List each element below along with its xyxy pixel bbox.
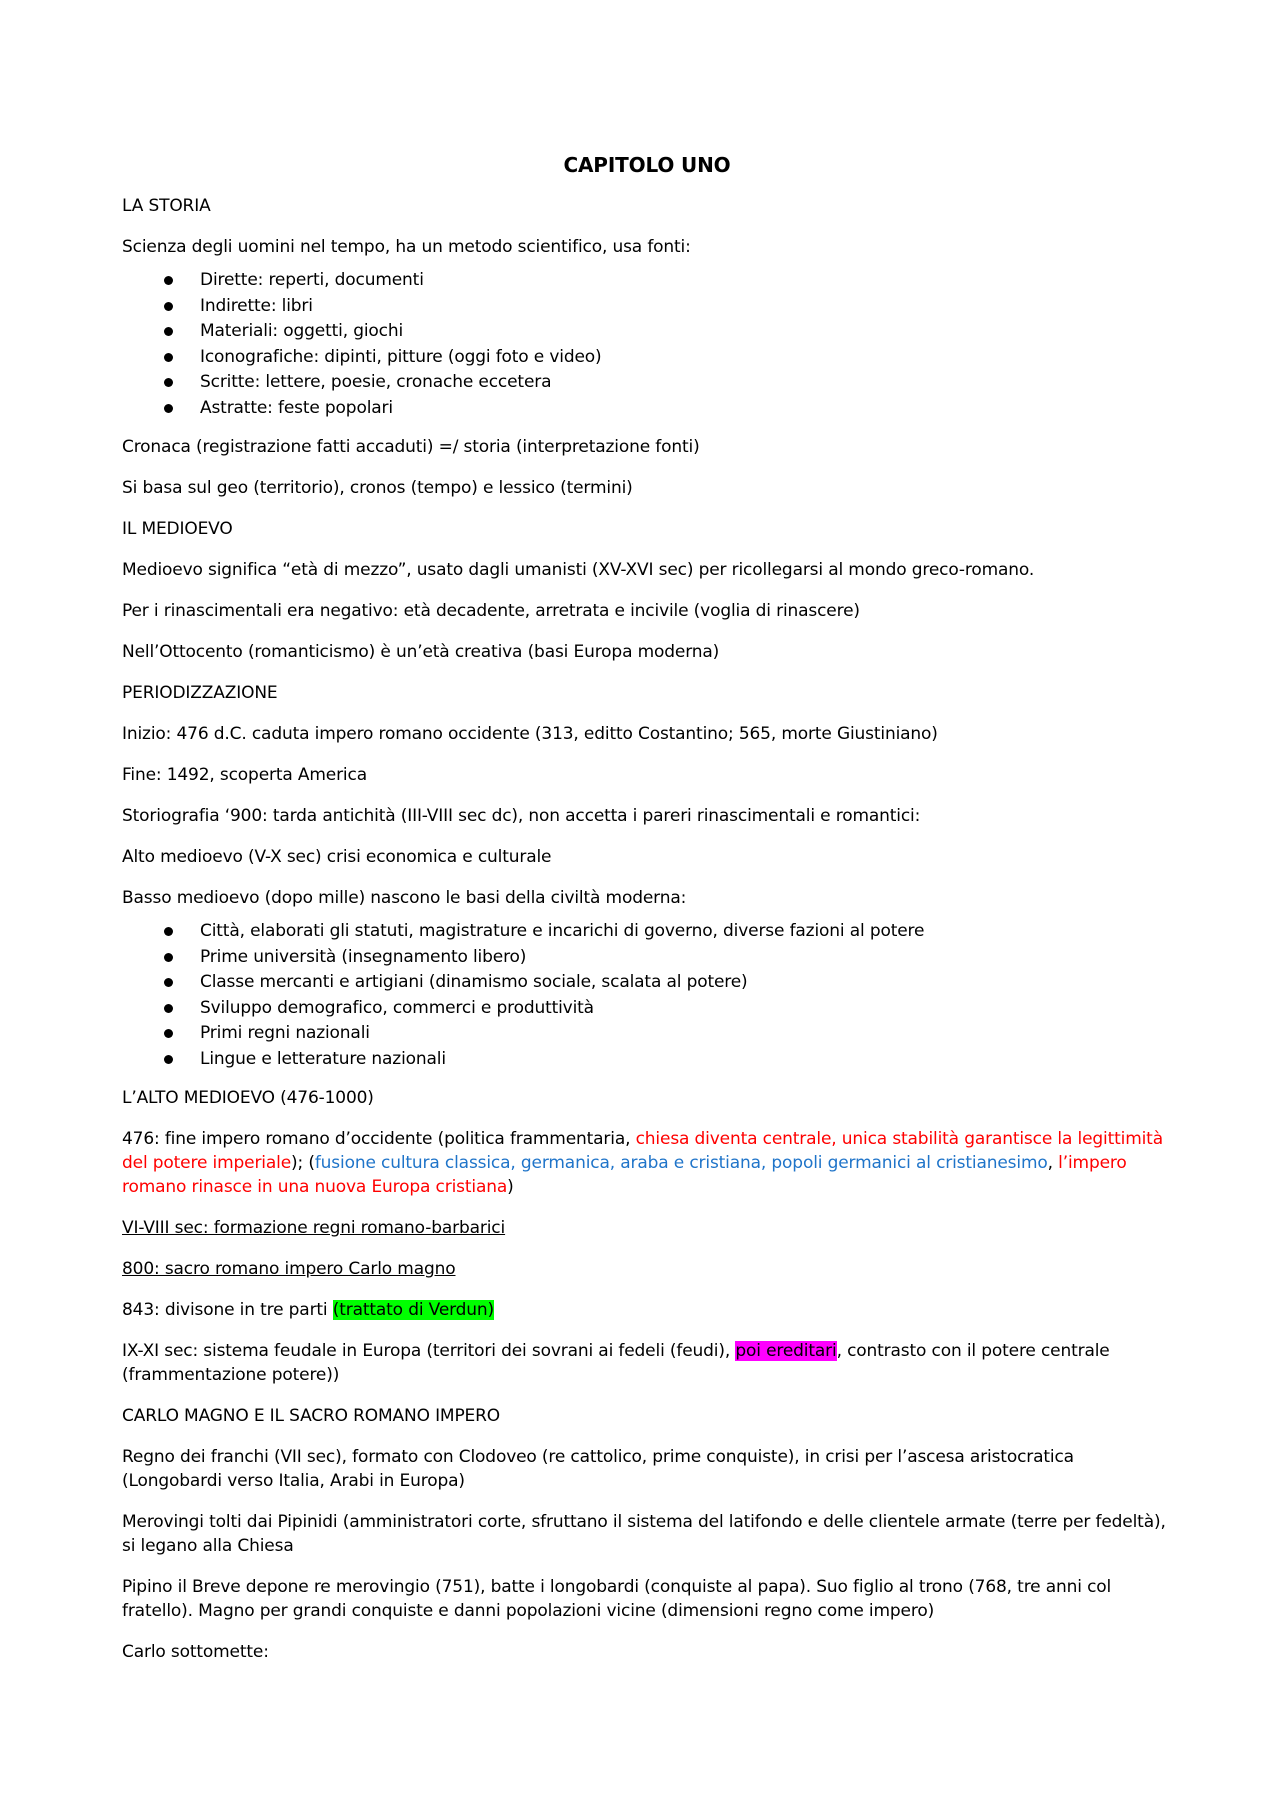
red-annotation: chiesa diventa centrale, unica stabilità garantisce la legittimità del potere imperiale xyxy=(122,1129,1163,1173)
regni-paragraph xyxy=(122,1216,1172,1240)
list-item: Classe mercanti e artigiani (dinamismo sociale, scalata al potere) xyxy=(122,970,1172,996)
list-item: Scritte: lettere, poesie, cronache eccetera xyxy=(122,370,1172,396)
medioevo-paragraph-3: Nell’Ottocento (romanticismo) è un’età creativa (basi Europa moderna) xyxy=(122,642,720,662)
list-item: Città, elaborati gli statuti, magistrature e incarichi di governo, diverse fazioni al potere xyxy=(122,919,1172,945)
list-item: Sviluppo demografico, commerci e produttività xyxy=(122,996,1172,1022)
section-heading-storia: LA STORIA xyxy=(122,196,211,216)
carlo-paragraph-1: Regno dei franchi (VII sec), formato con Clodoveo (re cattolico, prime conquiste), in crisi per l’ascesa aristocratica (Longobardi verso Italia, Arabi in Europa) xyxy=(122,1447,1074,1491)
basi-civilta-list xyxy=(122,919,1172,1072)
p843-text: 843: divisone in tre parti xyxy=(122,1300,333,1320)
feudale-text: , contrasto con il potere centrale (frammentazione potere)) xyxy=(122,1341,1110,1385)
cronaca-paragraph: Cronaca (registrazione fatti accaduti) =/ storia (interpretazione fonti) xyxy=(122,437,700,457)
basi-paragraph: Si basa sul geo (territorio), cronos (tempo) e lessico (termini) xyxy=(122,478,633,498)
section-heading-carlo-magno: CARLO MAGNO E IL SACRO ROMANO IMPERO xyxy=(122,1406,501,1426)
pink-highlight: poi ereditari xyxy=(735,1341,837,1361)
list-item: Indirette: libri xyxy=(122,294,1172,320)
underlined-text: 800: sacro romano impero Carlo magno xyxy=(122,1259,456,1279)
p476-text: 476: fine impero romano d’occidente (politica frammentaria, xyxy=(122,1129,636,1149)
medioevo-paragraph-1: Medioevo significa “età di mezzo”, usato dagli umanisti (XV-XVI sec) per ricollegarsi al mondo greco-romano. xyxy=(122,560,1035,580)
p843-paragraph xyxy=(122,1298,1172,1322)
list-item: Primi regni nazionali xyxy=(122,1021,1172,1047)
blue-annotation: fusione cultura classica, germanica, araba e cristiana, popoli germanici al cristianesimo xyxy=(314,1153,1048,1173)
storia-intro: Scienza degli uomini nel tempo, ha un metodo scientifico, usa fonti: xyxy=(122,237,691,257)
fonti-list xyxy=(122,268,1172,421)
storiografia-paragraph: Storiografia ‘900: tarda antichità (III-VIII sec dc), non accetta i pareri rinascimentali e romantici: xyxy=(122,806,921,826)
feudale-paragraph xyxy=(122,1339,1172,1387)
list-item: Prime università (insegnamento libero) xyxy=(122,945,1172,971)
sacro-impero-paragraph xyxy=(122,1257,1172,1281)
alto-medioevo-paragraph: Alto medioevo (V-X sec) crisi economica e culturale xyxy=(122,847,552,867)
list-item: Dirette: reperti, documenti xyxy=(122,268,1172,294)
inizio-paragraph: Inizio: 476 d.C. caduta impero romano occidente (313, editto Costantino; 565, morte Giustiniano) xyxy=(122,724,938,744)
green-highlight: (trattato di Verdun) xyxy=(332,1300,495,1320)
section-heading-medioevo: IL MEDIOEVO xyxy=(122,519,233,539)
section-heading-alto-medioevo: L’ALTO MEDIOEVO (476-1000) xyxy=(122,1088,374,1108)
list-item: Materiali: oggetti, giochi xyxy=(122,319,1172,345)
list-item: Astratte: feste popolari xyxy=(122,396,1172,422)
fine-paragraph: Fine: 1492, scoperta America xyxy=(122,765,367,785)
feudale-text: IX-XI sec: sistema feudale in Europa (territori dei sovrani ai fedeli (feudi), xyxy=(122,1341,736,1361)
p476-text: , xyxy=(1047,1153,1059,1173)
carlo-paragraph-4: Carlo sottomette: xyxy=(122,1642,269,1662)
page-title: CAPITOLO UNO xyxy=(563,153,731,177)
p476-text: ) xyxy=(507,1177,514,1197)
section-heading-periodizzazione: PERIODIZZAZIONE xyxy=(122,683,278,703)
red-annotation: l’impero romano rinasce in una nuova Europa cristiana xyxy=(122,1153,1127,1197)
carlo-paragraph-3: Pipino il Breve depone re merovingio (751), batte i longobardi (conquiste al papa). Suo figlio al trono (768, tre anni col fratello). Magno per grandi conquiste e danni popolazioni vicine (dimensioni regno come impero) xyxy=(122,1577,1112,1621)
p476-paragraph xyxy=(122,1127,1172,1199)
document-page xyxy=(122,150,1172,1681)
underlined-text: VI-VIII sec: formazione regni romano-barbarici xyxy=(122,1218,506,1238)
medioevo-paragraph-2: Per i rinascimentali era negativo: età decadente, arretrata e incivile (voglia di rinascere) xyxy=(122,601,860,621)
list-item: Iconografiche: dipinti, pitture (oggi foto e video) xyxy=(122,345,1172,371)
carlo-paragraph-2: Merovingi tolti dai Pipinidi (amministratori corte, sfruttano il sistema del latifondo e delle clientele armate (terre per fedeltà), si legano alla Chiesa xyxy=(122,1512,1166,1556)
basso-medioevo-paragraph: Basso medioevo (dopo mille) nascono le basi della civiltà moderna: xyxy=(122,888,687,908)
p476-text: ); ( xyxy=(291,1153,315,1173)
list-item: Lingue e letterature nazionali xyxy=(122,1047,1172,1073)
